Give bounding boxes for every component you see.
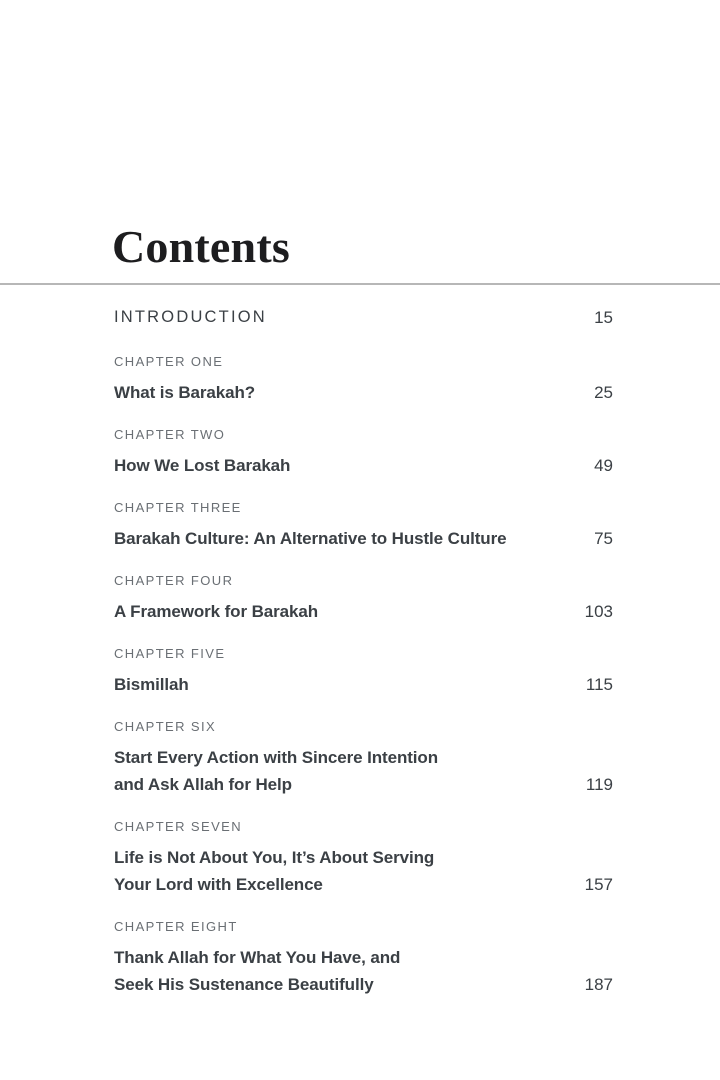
- toc-entry-row: [114, 671, 613, 698]
- toc-chapter-label: CHAPTER SIX: [114, 719, 217, 734]
- toc-entry-row: [114, 525, 613, 552]
- toc-entry-row: [114, 944, 613, 998]
- toc-chapter-label: CHAPTER ONE: [114, 354, 224, 369]
- toc-page-number: 75: [594, 529, 613, 548]
- toc-entry: [114, 428, 613, 479]
- toc-chapter-label: CHAPTER EIGHT: [114, 919, 238, 934]
- toc-chapter-title: [114, 525, 506, 552]
- toc-chapter-title-line: Life is Not About You, It’s About Serving: [114, 848, 435, 867]
- toc-chapter-title: [114, 671, 189, 698]
- toc-chapter-label: CHAPTER FOUR: [114, 573, 234, 588]
- toc-page-number: 115: [585, 675, 613, 694]
- toc-chapter-title-line: Start Every Action with Sincere Intention: [114, 748, 438, 767]
- toc-page-number: 25: [594, 383, 613, 402]
- toc-chapter-title: [114, 944, 400, 998]
- toc-entry-row: [114, 598, 613, 625]
- toc-chapter-title: [114, 379, 255, 406]
- toc-chapter-title-line: What is Barakah?: [114, 383, 256, 402]
- toc-chapter-label: CHAPTER THREE: [114, 500, 242, 515]
- toc-entry: [114, 720, 613, 798]
- toc-chapter-title-line: How We Lost Barakah: [114, 456, 291, 475]
- toc-chapter-title-line: Your Lord with Excellence: [114, 875, 323, 894]
- toc-entry-row: [114, 744, 613, 798]
- toc-chapter-title-line: Seek His Sustenance Beautifully: [114, 975, 374, 994]
- toc-entry: [114, 920, 613, 998]
- toc-entry-row: [114, 379, 613, 406]
- toc-page-number: 15: [594, 308, 613, 327]
- toc-entries: [114, 355, 613, 998]
- divider-rule: [0, 283, 720, 285]
- toc-introduction-label: INTRODUCTION: [114, 308, 267, 326]
- toc-chapter-label: CHAPTER FIVE: [114, 646, 226, 661]
- toc-entry-row: [114, 844, 613, 898]
- toc-page-number: 119: [585, 775, 613, 794]
- toc-entry-introduction: [114, 309, 613, 326]
- toc-entry: [114, 574, 613, 625]
- toc-entry: [114, 820, 613, 898]
- toc-page-number: 49: [594, 456, 613, 475]
- toc-entry: [114, 355, 613, 406]
- toc-page-number: 187: [584, 975, 613, 994]
- toc-chapter-title-line: Barakah Culture: An Alternative to Hustle Culture: [114, 529, 507, 548]
- toc-chapter-title: [114, 598, 318, 625]
- toc-chapter-title-line: and Ask Allah for Help: [114, 775, 292, 794]
- toc-chapter-title: [114, 744, 438, 798]
- page-title: Contents: [112, 221, 290, 272]
- toc-chapter-title: [114, 452, 290, 479]
- toc-page-number: 157: [584, 875, 613, 894]
- toc-entry: [114, 647, 613, 698]
- toc-chapter-label: CHAPTER TWO: [114, 427, 226, 442]
- toc-chapter-title-line: A Framework for Barakah: [114, 602, 318, 621]
- toc-page-number: 103: [584, 602, 613, 621]
- toc-chapter-title: [114, 844, 434, 898]
- toc-chapter-label: CHAPTER SEVEN: [114, 819, 243, 834]
- toc-chapter-title-line: Bismillah: [114, 675, 189, 694]
- toc-chapter-title-line: Thank Allah for What You Have, and: [114, 948, 401, 967]
- table-of-contents: [114, 309, 613, 1020]
- toc-entry-row: [114, 452, 613, 479]
- toc-entry: [114, 501, 613, 552]
